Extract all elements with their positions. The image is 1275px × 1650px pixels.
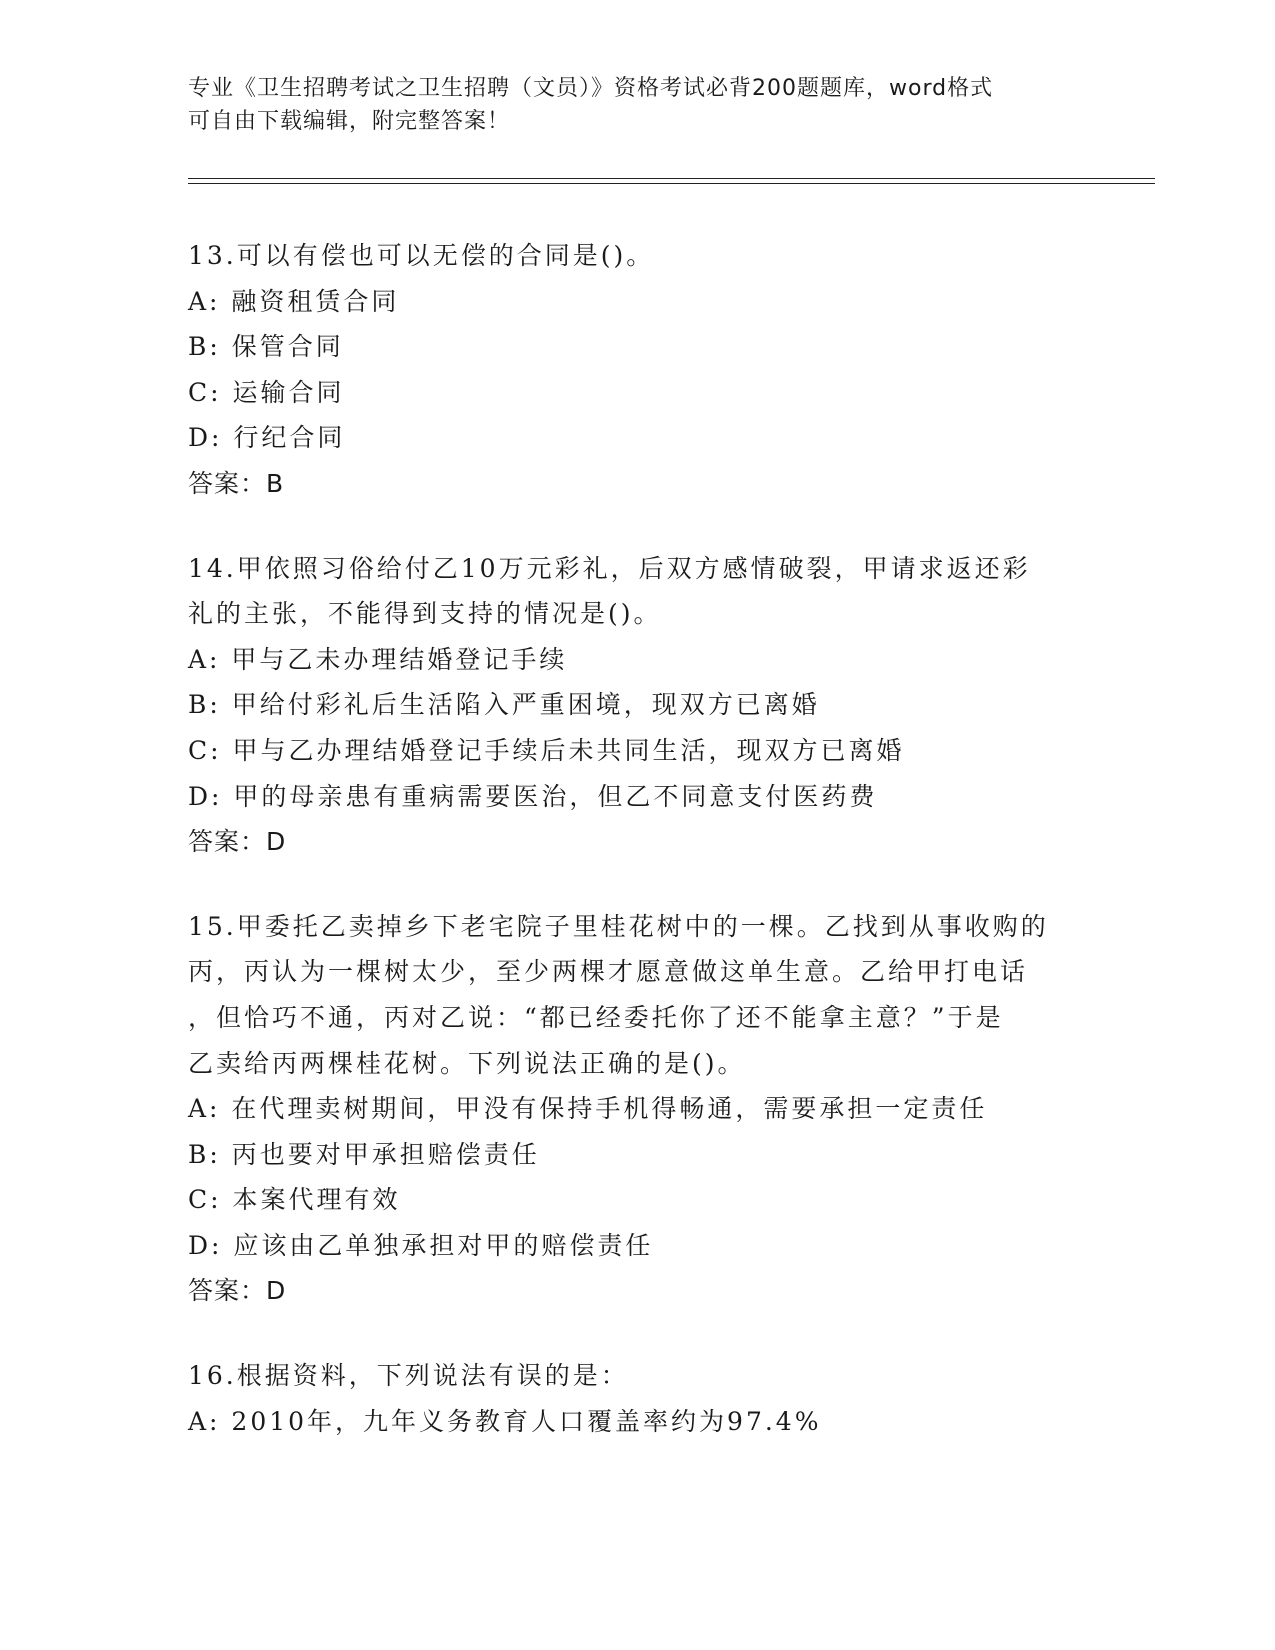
- option-d: D: 应该由乙单独承担对甲的赔偿责任: [188, 1230, 654, 1260]
- option-c: C: 运输合同: [188, 377, 345, 407]
- option-c: C: 本案代理有效: [188, 1185, 401, 1215]
- question-13: [188, 233, 1088, 507]
- question-stem: 13.可以有偿也可以无偿的合同是()。: [188, 241, 655, 270]
- question-stem: 乙卖给丙两棵桂花树。下列说法正确的是()。: [188, 1048, 746, 1078]
- option-d: D: 甲的母亲患有重病需要医治，但乙不同意支付医药费: [188, 781, 878, 811]
- option-d: D: 行纪合同: [188, 423, 346, 453]
- question-stem: 15.甲委托乙卖掉乡下老宅院子里桂花树中的一棵。乙找到从事收购的: [188, 911, 1049, 941]
- header-line-2: 可自由下载编辑，附完整答案！: [188, 109, 511, 134]
- question-14: [188, 546, 1088, 865]
- option-b: B: 丙也要对甲承担赔偿责任: [188, 1139, 540, 1169]
- option-b: B: 甲给付彩礼后生活陷入严重困境，现双方已离婚: [188, 690, 820, 720]
- option-a: A: 融资租赁合同: [188, 286, 400, 316]
- header-divider-top: [188, 178, 1155, 179]
- question-stem: 16.根据资料，下列说法有误的是：: [188, 1361, 629, 1391]
- question-list: [188, 233, 1088, 1483]
- document-header: [188, 72, 1068, 138]
- header-line-1: 专业《卫生招聘考试之卫生招聘（文员）》资格考试必背200题题库，word格式: [188, 76, 994, 101]
- question-16: [188, 1353, 1088, 1444]
- option-b: B: 保管合同: [188, 332, 344, 362]
- option-a: A: 2010年，九年义务教育人口覆盖率约为97.4%: [188, 1406, 822, 1436]
- question-stem: 丙，丙认为一棵树太少，至少两棵才愿意做这单生意。乙给甲打电话: [188, 957, 1029, 987]
- question-15: [188, 904, 1088, 1314]
- question-stem: 礼的主张，不能得到支持的情况是()。: [188, 599, 662, 629]
- question-stem: 14.甲依照习俗给付乙10万元彩礼，后双方感情破裂，甲请求返还彩: [188, 553, 1031, 583]
- option-c: C: 甲与乙办理结婚登记手续后未共同生活，现双方已离婚: [188, 735, 905, 765]
- question-stem: ，但恰巧不通，丙对乙说：“都已经委托你了还不能拿主意？”于是: [188, 1002, 1004, 1032]
- option-a: A: 在代理卖树期间，甲没有保持手机得畅通，需要承担一定责任: [188, 1094, 988, 1124]
- header-divider-bottom: [188, 183, 1155, 184]
- answer: 答案：D: [188, 827, 287, 857]
- option-a: A: 甲与乙未办理结婚登记手续: [188, 644, 568, 674]
- answer: 答案：D: [188, 1276, 287, 1306]
- answer: 答案：B: [188, 468, 285, 498]
